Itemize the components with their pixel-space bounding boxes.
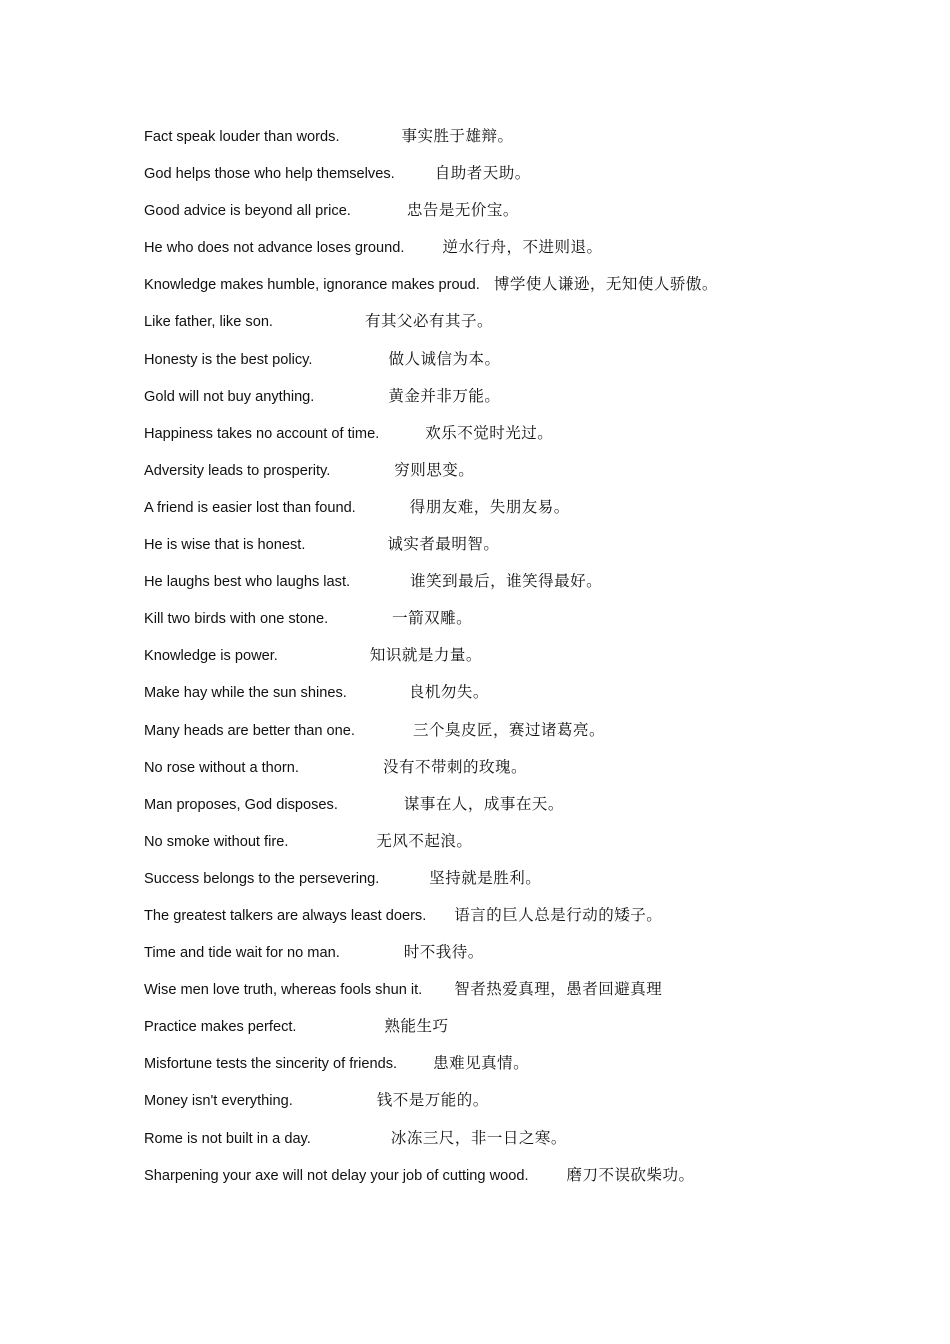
proverb-english: Many heads are better than one. bbox=[144, 722, 355, 739]
proverb-english: God helps those who help themselves. bbox=[144, 166, 395, 183]
proverb-chinese: 知识就是力量。 bbox=[369, 646, 482, 665]
proverb-chinese: 磨刀不误砍柴功。 bbox=[566, 1165, 695, 1184]
proverb-chinese: 熟能生巧 bbox=[384, 1017, 449, 1036]
proverb-row bbox=[144, 458, 904, 495]
proverb-chinese: 三个臭皮匠，赛过诸葛亮。 bbox=[412, 720, 605, 739]
proverb-english: Adversity leads to prosperity. bbox=[144, 462, 331, 479]
proverb-english: Knowledge makes humble, ignorance makes proud. bbox=[144, 277, 480, 294]
proverb-row bbox=[144, 606, 904, 643]
proverb-row bbox=[144, 198, 904, 235]
proverb-chinese: 谁笑到最后，谁笑得最好。 bbox=[410, 572, 603, 591]
proverb-chinese: 事实胜于雄辩。 bbox=[401, 127, 514, 145]
proverb-chinese: 坚持就是胜利。 bbox=[429, 868, 542, 887]
proverb-row bbox=[144, 866, 904, 903]
proverb-english: Wise men love truth, whereas fools shun it. bbox=[144, 982, 423, 999]
proverb-row bbox=[144, 755, 904, 792]
proverb-english: Make hay while the sun shines. bbox=[144, 685, 347, 702]
proverb-english: Misfortune tests the sincerity of friends. bbox=[144, 1056, 398, 1073]
proverb-row bbox=[144, 940, 904, 977]
proverb-english: Man proposes, God disposes. bbox=[144, 796, 338, 813]
proverb-chinese: 逆水行舟，不进则退。 bbox=[442, 238, 603, 257]
proverb-english: A friend is easier lost than found. bbox=[144, 499, 356, 516]
proverb-chinese: 诚实者最明智。 bbox=[387, 535, 500, 554]
proverb-row bbox=[144, 718, 904, 755]
proverb-chinese: 没有不带刺的玫瑰。 bbox=[382, 757, 527, 776]
proverb-row bbox=[144, 421, 904, 458]
proverb-english: The greatest talkers are always least doers. bbox=[144, 907, 427, 924]
proverb-row bbox=[144, 1051, 904, 1088]
proverb-chinese: 欢乐不觉时光过。 bbox=[425, 423, 554, 442]
proverb-row bbox=[144, 384, 904, 421]
proverb-chinese: 自助者天助。 bbox=[434, 164, 531, 183]
proverb-chinese: 得朋友难，失朋友易。 bbox=[409, 497, 570, 516]
proverb-row bbox=[144, 977, 904, 1014]
proverb-chinese: 时不我待。 bbox=[403, 943, 484, 962]
proverb-row bbox=[144, 235, 904, 272]
proverb-english: No smoke without fire. bbox=[144, 833, 289, 850]
proverb-row bbox=[144, 1014, 904, 1051]
proverb-chinese: 谋事在人，成事在天。 bbox=[403, 794, 564, 813]
proverb-row bbox=[144, 792, 904, 829]
proverb-chinese: 无风不起浪。 bbox=[376, 831, 473, 850]
proverb-chinese: 一箭双雕。 bbox=[392, 609, 473, 628]
proverb-chinese: 有其父必有其子。 bbox=[365, 312, 494, 331]
proverb-english: Knowledge is power. bbox=[144, 648, 278, 665]
proverb-english: Rome is not built in a day. bbox=[144, 1130, 311, 1147]
proverb-row bbox=[144, 347, 904, 384]
proverb-chinese: 智者热爱真理，愚者回避真理 bbox=[454, 980, 663, 999]
proverb-english: He who does not advance loses ground. bbox=[144, 240, 405, 257]
proverb-chinese: 良机勿失。 bbox=[408, 683, 489, 702]
proverb-chinese: 黄金并非万能。 bbox=[388, 386, 501, 405]
proverb-english: No rose without a thorn. bbox=[144, 759, 299, 776]
proverb-chinese: 忠告是无价宝。 bbox=[406, 201, 519, 220]
proverb-list bbox=[144, 124, 904, 1200]
proverb-chinese: 冰冻三尺，非一日之寒。 bbox=[390, 1128, 567, 1147]
proverb-english: Time and tide wait for no man. bbox=[144, 945, 340, 962]
proverb-row bbox=[144, 124, 904, 161]
proverb-chinese: 做人诚信为本。 bbox=[388, 349, 501, 368]
proverb-row bbox=[144, 903, 904, 940]
proverb-english: Good advice is beyond all price. bbox=[144, 203, 351, 220]
proverb-english: He is wise that is honest. bbox=[144, 537, 306, 554]
proverb-row bbox=[144, 829, 904, 866]
proverb-row bbox=[144, 680, 904, 717]
proverb-chinese: 穷则思变。 bbox=[394, 460, 475, 479]
proverb-row bbox=[144, 1163, 904, 1200]
proverb-chinese: 患难见真情。 bbox=[433, 1054, 530, 1073]
proverb-english: Kill two birds with one stone. bbox=[144, 611, 329, 628]
proverb-chinese: 博学使人谦逊，无知使人骄傲。 bbox=[493, 275, 718, 294]
proverb-english: He laughs best who laughs last. bbox=[144, 574, 351, 591]
proverb-row bbox=[144, 272, 904, 309]
proverb-english: Fact speak louder than words. bbox=[144, 129, 340, 145]
proverb-chinese: 钱不是万能的。 bbox=[376, 1091, 489, 1110]
proverb-english: Honesty is the best policy. bbox=[144, 351, 313, 368]
proverb-english: Practice makes perfect. bbox=[144, 1019, 297, 1036]
proverb-row bbox=[144, 309, 904, 346]
proverb-english: Money isn't everything. bbox=[144, 1093, 293, 1110]
proverb-row bbox=[144, 1088, 904, 1125]
proverb-english: Like father, like son. bbox=[144, 314, 273, 331]
proverb-english: Sharpening your axe will not delay your job of cutting wood. bbox=[144, 1167, 529, 1184]
proverb-row bbox=[144, 1126, 904, 1163]
proverb-english: Gold will not buy anything. bbox=[144, 388, 315, 405]
proverb-chinese: 语言的巨人总是行动的矮子。 bbox=[454, 905, 663, 924]
proverb-english: Happiness takes no account of time. bbox=[144, 425, 380, 442]
proverb-row bbox=[144, 532, 904, 569]
proverb-row bbox=[144, 161, 904, 198]
proverb-row bbox=[144, 495, 904, 532]
proverb-row bbox=[144, 569, 904, 606]
proverb-english: Success belongs to the persevering. bbox=[144, 870, 380, 887]
proverb-row bbox=[144, 643, 904, 680]
